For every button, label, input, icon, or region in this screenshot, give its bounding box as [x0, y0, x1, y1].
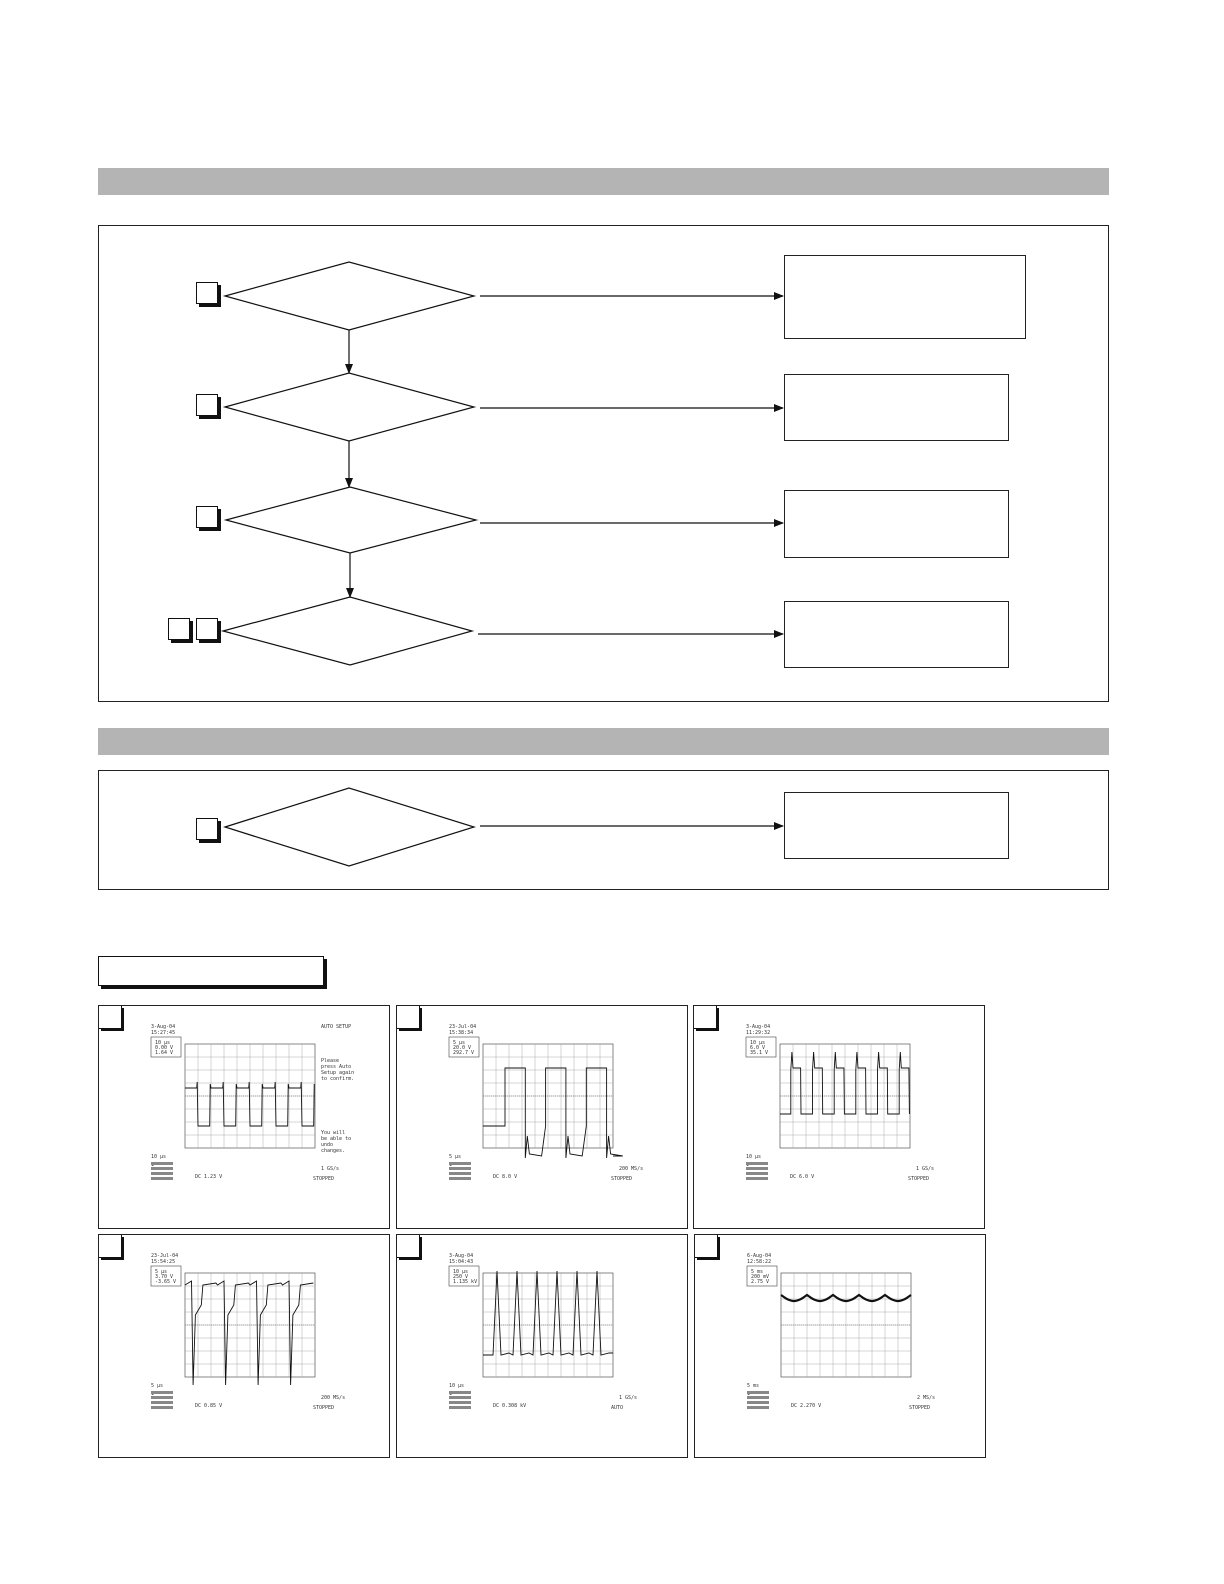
scope-volts: 200 mV — [751, 1274, 770, 1280]
oscilloscope-screen — [397, 1235, 689, 1459]
scope-date: 6-Aug-04 — [747, 1253, 772, 1259]
scope-right-msg2: be able to — [321, 1136, 352, 1142]
scope-readout: -3.65 V — [155, 1279, 177, 1285]
scope-date: 3-Aug-04 — [746, 1024, 771, 1030]
scope-trigger: DC 1.23 V — [195, 1174, 223, 1180]
scope-timebase: 10 μs — [155, 1040, 171, 1046]
scope-date: 23-Jul-04 — [449, 1024, 477, 1030]
scope-footer-timebase: 10 μs — [151, 1154, 167, 1160]
scope-volts: 250 V — [453, 1274, 469, 1280]
waveform-panel-2 — [396, 1005, 688, 1229]
scope-timebase: 10 μs — [750, 1040, 766, 1046]
scope-right-msg2: You will — [321, 1130, 346, 1136]
scope-footer-timebase: 5 μs — [151, 1383, 164, 1389]
scope-right-msg: Please — [321, 1058, 340, 1064]
scope-time: 15:27:45 — [151, 1030, 176, 1036]
scope-rate: 1 GS/s — [916, 1166, 935, 1172]
scope-timebase: 10 μs — [453, 1269, 469, 1275]
scope-date: 3-Aug-04 — [449, 1253, 474, 1259]
scope-rate: 200 MS/s — [321, 1395, 346, 1401]
scope-mode: STOPPED — [611, 1176, 633, 1182]
scope-time: 15:38:34 — [449, 1030, 474, 1036]
scope-trigger: DC 0.308 kV — [493, 1403, 527, 1409]
scope-mode: STOPPED — [908, 1176, 930, 1182]
scope-readout: 292.7 V — [453, 1050, 475, 1056]
scope-trigger: DC 0.85 V — [195, 1403, 223, 1409]
oscilloscope-screen — [695, 1235, 987, 1459]
scope-time: 12:58:22 — [747, 1259, 772, 1265]
waveform-panel-6 — [694, 1234, 986, 1458]
scope-date: 3-Aug-04 — [151, 1024, 176, 1030]
scope-trigger: DC 8.0 V — [493, 1174, 518, 1180]
oscilloscope-screen — [694, 1006, 986, 1230]
scope-right-header: AUTO SETUP — [321, 1024, 352, 1030]
scope-rate: 200 MS/s — [619, 1166, 644, 1172]
result-box-5 — [784, 792, 1009, 859]
oscilloscope-screen — [397, 1006, 689, 1230]
scope-time: 15:54:25 — [151, 1259, 176, 1265]
scope-time: 11:29:32 — [746, 1030, 771, 1036]
scope-timebase: 5 ms — [751, 1269, 764, 1275]
scope-right-msg2: changes. — [321, 1148, 346, 1154]
scope-mode: STOPPED — [313, 1405, 335, 1411]
waveform-panel-1 — [98, 1005, 390, 1229]
waveform-panel-4 — [98, 1234, 390, 1458]
scope-rate: 2 MS/s — [917, 1395, 936, 1401]
scope-readout: 1.64 V — [155, 1050, 174, 1056]
scope-timebase: 5 μs — [155, 1269, 168, 1275]
scope-footer-timebase: 5 μs — [449, 1154, 462, 1160]
scope-right-msg: press Auto — [321, 1064, 352, 1070]
oscilloscope-screen — [99, 1006, 391, 1230]
scope-timebase: 5 μs — [453, 1040, 466, 1046]
scope-footer-timebase: 5 ms — [747, 1383, 760, 1389]
scope-footer-timebase: 10 μs — [746, 1154, 762, 1160]
scope-footer-timebase: 10 μs — [449, 1383, 465, 1389]
scope-right-msg: to confirm. — [321, 1076, 355, 1082]
waveform-section-label — [98, 956, 324, 986]
scope-trigger: DC 6.0 V — [790, 1174, 815, 1180]
scope-rate: 1 GS/s — [619, 1395, 638, 1401]
scope-volts: 6.0 V — [750, 1045, 766, 1051]
scope-volts: 0.00 V — [155, 1045, 174, 1051]
oscilloscope-screen — [99, 1235, 391, 1459]
scope-volts: 3.70 V — [155, 1274, 174, 1280]
scope-rate: 1 GS/s — [321, 1166, 340, 1172]
scope-mode: STOPPED — [313, 1176, 335, 1182]
scope-trigger: DC 2.270 V — [791, 1403, 822, 1409]
scope-date: 23-Jul-04 — [151, 1253, 179, 1259]
waveform-panel-5 — [396, 1234, 688, 1458]
scope-time: 15:04:43 — [449, 1259, 474, 1265]
step-marker-5 — [196, 818, 218, 840]
scope-readout: 35.1 V — [750, 1050, 769, 1056]
scope-right-msg: Setup again — [321, 1070, 355, 1076]
scope-readout: 1.135 kV — [453, 1279, 478, 1285]
scope-mode: STOPPED — [909, 1405, 931, 1411]
scope-volts: 20.0 V — [453, 1045, 472, 1051]
scope-mode: AUTO — [611, 1405, 624, 1411]
scope-right-msg2: undo — [321, 1142, 334, 1148]
scope-readout: 2.75 V — [751, 1279, 770, 1285]
waveform-panel-3 — [693, 1005, 985, 1229]
